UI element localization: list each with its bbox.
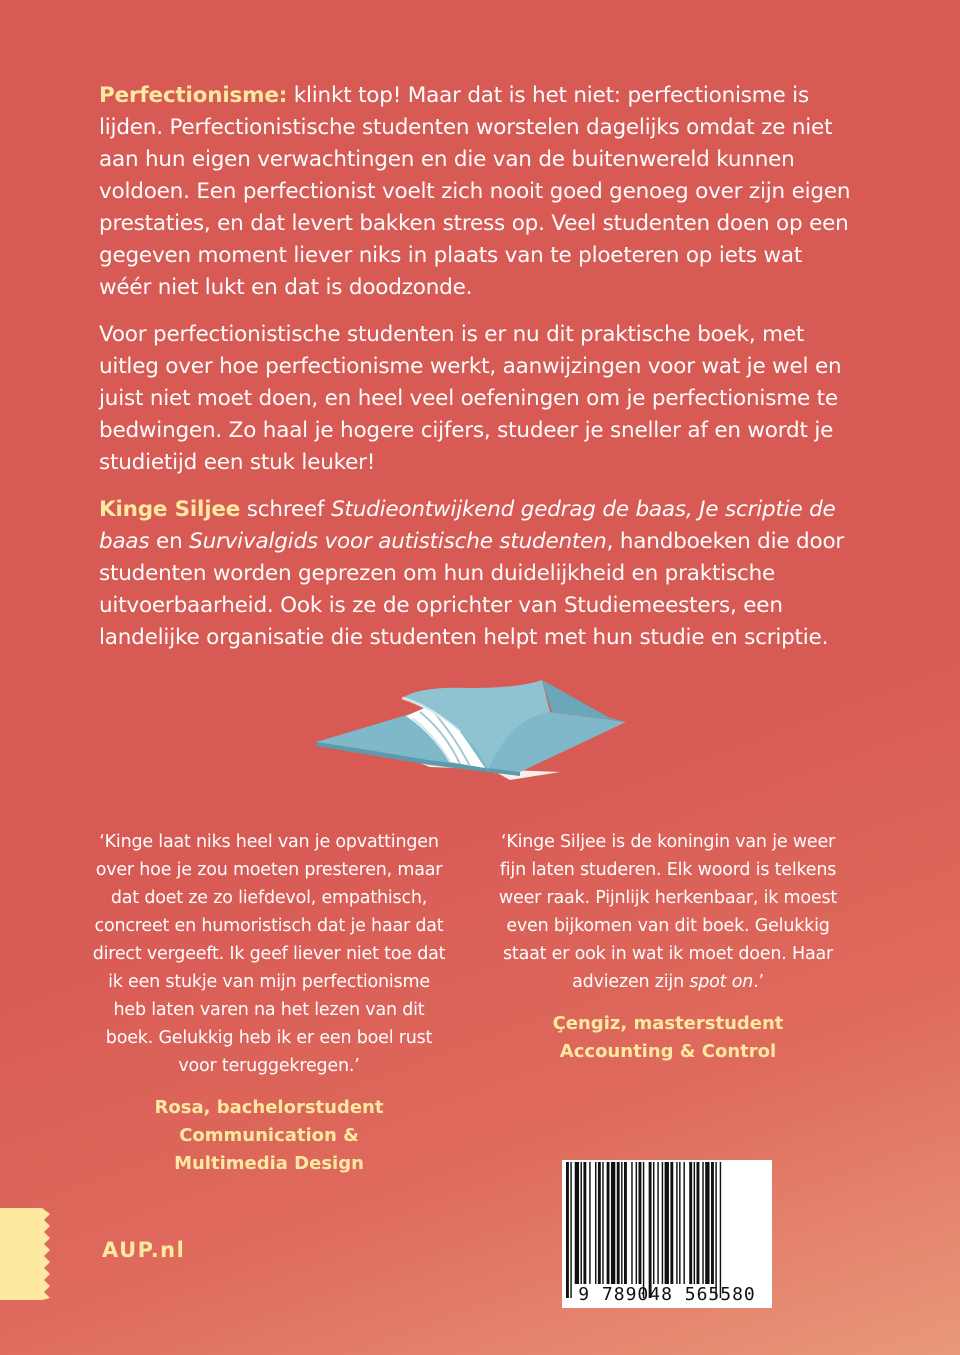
barcode-bar: [711, 1162, 714, 1284]
testimonial-quote-2: [490, 828, 846, 996]
book-title-1: Studieontwijkend gedrag de baas, Je scriptie de baas: [99, 497, 836, 554]
barcode-bar: [676, 1162, 677, 1284]
open-book-illustration: [310, 672, 628, 784]
author-bio-text: schreef: [240, 497, 332, 522]
quote-emphasis: spot on: [689, 972, 754, 992]
author-name: Kinge Siljee: [99, 497, 241, 522]
barcode-bar: [566, 1162, 569, 1298]
attribution-line: Multimedia Design: [174, 1153, 364, 1174]
barcode-bar: [636, 1162, 637, 1284]
barcode-bar: [643, 1162, 644, 1298]
barcode-bar: [679, 1162, 680, 1284]
barcode-bar: [602, 1162, 603, 1284]
attribution-line: Çengiz, masterstudent: [552, 1013, 784, 1034]
barcode-bar: [653, 1162, 654, 1284]
barcode-bar: [720, 1162, 721, 1298]
author-bio: [99, 494, 859, 654]
blurb-paragraph-1: [99, 80, 859, 304]
testimonial-attribution-1: [120, 1094, 418, 1178]
barcode-bar: [649, 1162, 652, 1298]
barcode-bar: [694, 1162, 695, 1284]
barcode-bar: [621, 1162, 622, 1284]
quote-text: .’: [753, 972, 764, 992]
isbn-barcode: [562, 1160, 772, 1308]
barcode-bar: [683, 1162, 684, 1284]
barcode-bar: [617, 1162, 620, 1284]
author-bio-text: , handboeken die door studenten worden geprezen om hun duidelijkheid en praktische uitvoerbaarheid. Ook is ze de oprichter van Studiemeesters, een landelijke organisatie die studenten helpt met hun studie en scriptie.: [99, 529, 845, 650]
barcode-bar: [611, 1162, 615, 1284]
barcode-bar: [581, 1162, 582, 1284]
barcode-bar: [665, 1162, 669, 1284]
attribution-line: Rosa, bachelorstudent: [154, 1097, 384, 1118]
attribution-line: Accounting & Control: [559, 1041, 777, 1062]
barcode-bar: [702, 1162, 703, 1284]
barcode-bar: [575, 1162, 579, 1284]
publisher-tab-mark: [0, 1208, 56, 1300]
book-title-2: Survivalgids voor autistische studenten: [189, 529, 607, 554]
attribution-line: Communication &: [179, 1125, 359, 1146]
quote-text: ‘Kinge Siljee is de koningin van je weer fijn laten studeren. Elk woord is telkens weer raak. Pijnlijk herkenbaar, ik moest even bijkomen van dit boek. Gelukkig staat er ook in wat ik moet doen. Haar adviezen zijn: [498, 832, 838, 992]
blurb-lead-word: Perfectionisme:: [99, 83, 288, 108]
barcode-bar: [662, 1162, 663, 1284]
barcode-bar: [598, 1162, 601, 1284]
barcode-bar: [607, 1162, 610, 1284]
barcode-bar: [570, 1162, 571, 1298]
barcode-bar: [589, 1162, 590, 1284]
author-bio-text: en: [149, 529, 190, 554]
barcode-bar: [689, 1162, 692, 1284]
barcode-bar: [639, 1162, 642, 1284]
testimonial-quote-1: ‘Kinge laat niks heel van je opvattingen over hoe je zou moeten presteren, maar dat doet ze zo liefdevol, empathisch, concreet en humoristisch dat je haar dat direct vergeeft. Ik geef liever niet toe dat ik een stukje van mijn perfectionisme heb laten varen na het lezen van dit boek. Gelukkig heb ik er een boel rust voor teruggekregen.’: [92, 832, 446, 1076]
publisher-link[interactable]: AUP.nl: [102, 1238, 186, 1262]
barcode-bar: [624, 1162, 627, 1284]
isbn-number: 9 789048 565580: [578, 1284, 756, 1305]
barcode-bar: [657, 1162, 658, 1284]
barcode-bar: [595, 1162, 596, 1284]
blurb-paragraph-2: Voor perfectionistische studenten is er nu dit praktische boek, met uitleg over hoe perfectionisme werkt, aanwijzingen voor wat je wel en juist niet moet doen, en heel veel oefeningen om je perfectionisme te bedwingen. Zo haal je hogere cijfers, studeer je sneller af en wordt je studietijd een stuk leuker!: [99, 322, 842, 475]
testimonial-attribution-2: [508, 1010, 828, 1066]
barcode-bar: [631, 1162, 632, 1284]
barcode-bar: [583, 1162, 586, 1284]
blurb-paragraph-1-text: klinkt top! Maar dat is het niet: perfectionisme is lijden. Perfectionistische studenten worstelen dagelijks omdat ze niet aan hun eigen verwachtingen en die van de buitenwereld kunnen voldoen. Een perfectionist voelt zich nooit goed genoeg over zijn eigen prestaties, en dat levert bakken stress op. Veel studenten doen op een gegeven moment liever niks in plaats van te ploeteren op iets wat wéér niet lukt en dat is doodzonde.: [99, 83, 851, 300]
barcode-bar: [715, 1162, 716, 1298]
barcode-bar: [697, 1162, 700, 1284]
barcode-bar: [670, 1162, 673, 1284]
barcode-bar: [705, 1162, 709, 1284]
